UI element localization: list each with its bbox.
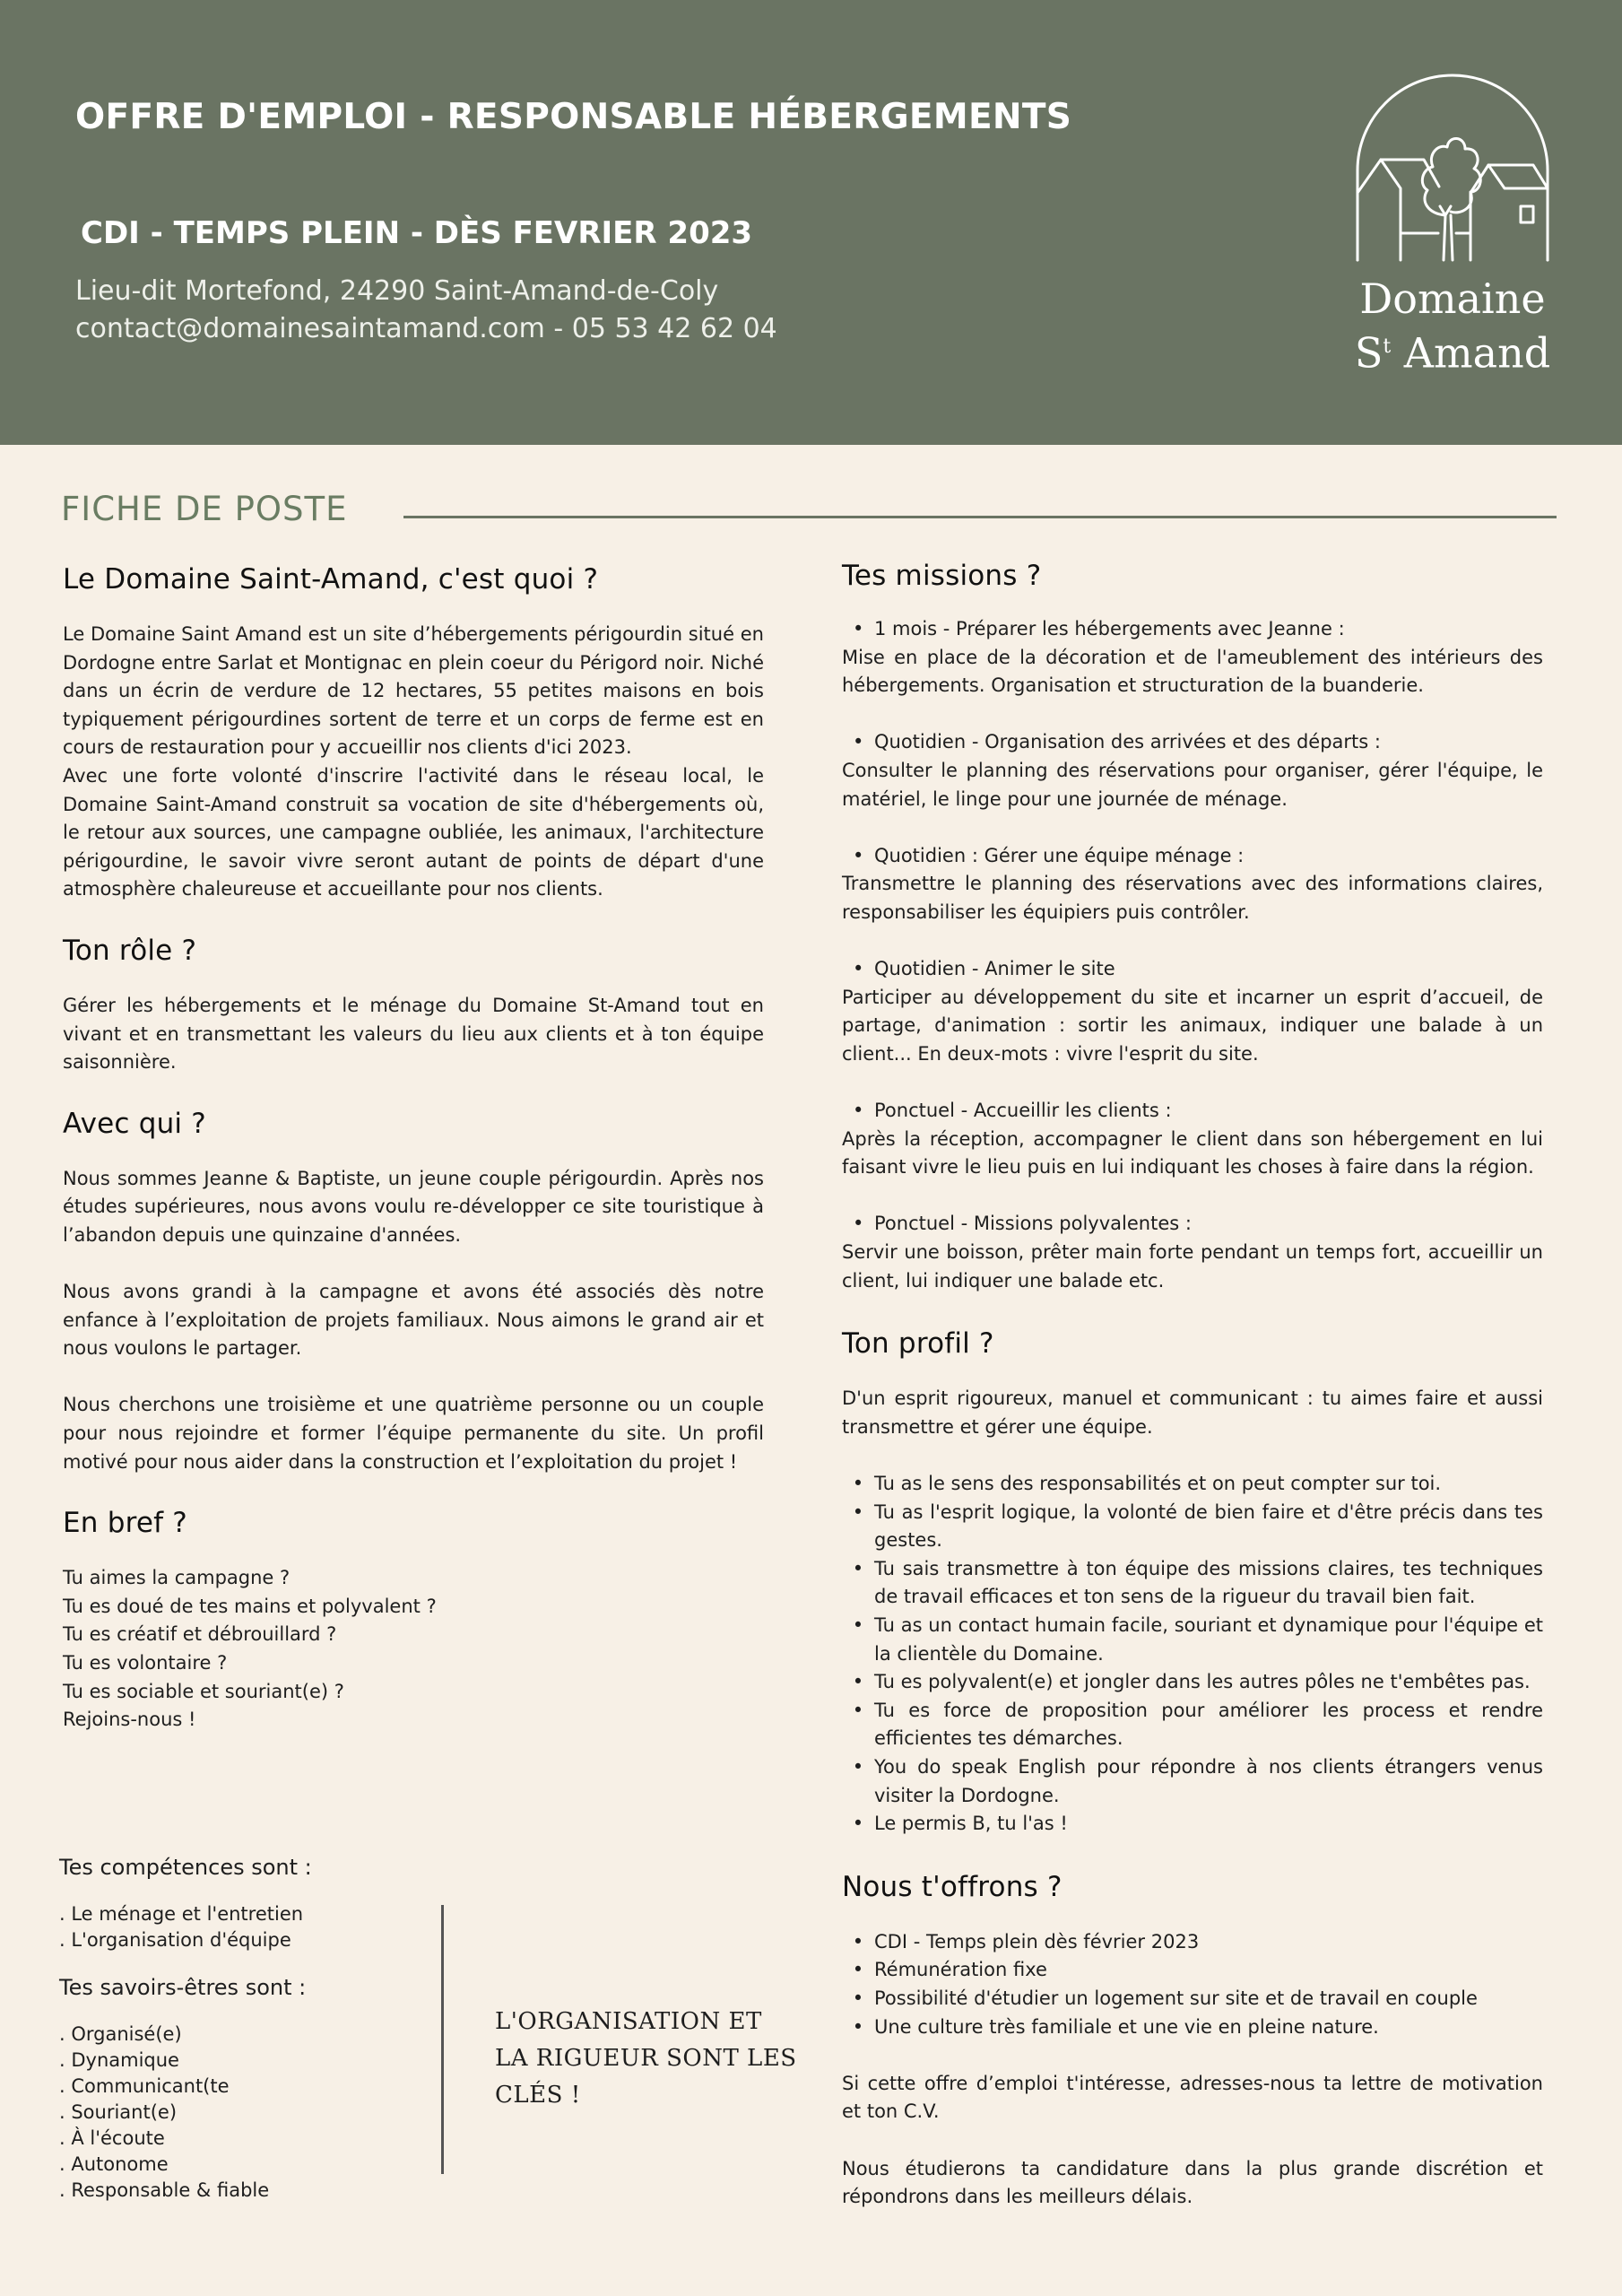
offer-item	[842, 1985, 1543, 2013]
who-title: Avec qui ?	[63, 1107, 206, 1140]
profile-item-text: You do speak English pour répondre à nos clients étrangers venus visiter la Dordogne.	[874, 1755, 1543, 1806]
soft-skill-item: . Dynamique	[59, 2049, 179, 2071]
profile-item-text: Tu as le sens des responsabilités et on peut compter sur toi.	[874, 1473, 1442, 1495]
who-paragraph-1: Nous sommes Jeanne & Baptiste, un jeune couple périgourdin. Après nos études supérieures, nous avons voulu re-développer ce site touristique à l’abandon depuis une quinzaine d'années.	[63, 1167, 764, 1246]
mission-title: Quotidien - Organisation des arrivées et des départs :	[874, 731, 1381, 753]
who-paragraph-2: Nous avons grandi à la campagne et avons été associés dès notre enfance à l’exploitation de projets familiaux. Nous aimons le grand air et nous voulons le partager.	[63, 1281, 764, 1360]
mission-item	[842, 615, 1543, 700]
brief-line: Tu es créatif et débrouillard ?	[63, 1623, 337, 1646]
profile-item	[842, 1753, 1543, 1810]
offer-item	[842, 2013, 1543, 2042]
profile-item	[842, 1470, 1543, 1499]
bullet: •	[852, 1500, 864, 1523]
mission-title: Quotidien : Gérer une équipe ménage :	[874, 844, 1245, 866]
about-paragraph-2: Avec une forte volonté d'inscrire l'activité dans le réseau local, le Domaine Saint-Amand construit sa vocation de site d'hébergements où, le retour aux sources, une campagne oubliée, les animaux, l'architecture périgourdine, le savoir vivre seront autant de points de départ d'une atmosphère chaleureuse et accueillante pour nos clients.	[63, 764, 764, 900]
bullet: •	[852, 2015, 864, 2038]
mission-item	[842, 842, 1543, 927]
about-title: Le Domaine Saint-Amand, c'est quoi ?	[63, 563, 599, 596]
profile-item-text: Tu es force de proposition pour améliorer les process et rendre efficientes tes démarches.	[874, 1699, 1543, 1750]
brief-title: En bref ?	[63, 1507, 187, 1540]
quote: L'ORGANISATION ET LA RIGUEUR SONT LES CLÉS !	[495, 2008, 797, 2109]
contact-block	[75, 273, 777, 348]
bullet: •	[853, 958, 864, 980]
left-column	[63, 563, 764, 1735]
offer-item	[842, 1956, 1543, 1985]
soft-skill-item: . Responsable & fiable	[59, 2179, 270, 2201]
logo-line-1: Domaine	[1359, 274, 1546, 323]
section-title: FICHE DE POSTE	[61, 490, 348, 528]
mission-text: Transmettre le planning des réservations avec des informations claires, responsabiliser les équipiers puis contrôler.	[842, 873, 1543, 923]
bullet: •	[852, 1614, 864, 1636]
profile-item-text: Le permis B, tu l'as !	[874, 1813, 1068, 1835]
profile-intro: D'un esprit rigoureux, manuel et communicant : tu aimes faire et aussi transmettre et gérer une équipe.	[842, 1387, 1543, 1438]
mission-title: Ponctuel - Accueillir les clients :	[874, 1100, 1172, 1122]
profile-list	[842, 1470, 1543, 1839]
offer-item-text: Possibilité d'étudier un logement sur site et de travail en couple	[874, 1987, 1478, 2009]
soft-skills-list	[59, 2022, 436, 2204]
bullet: •	[852, 1473, 864, 1495]
brief-line: Tu es doué de tes mains et polyvalent ?	[63, 1595, 437, 1617]
logo-line-2-suffix: Amand	[1391, 328, 1551, 378]
profile-item	[842, 1810, 1543, 1839]
profile-item	[842, 1612, 1543, 1668]
mission-item	[842, 1210, 1543, 1295]
bullet: •	[852, 1930, 864, 1952]
profile-item-text: Tu as un contact humain facile, souriant et dynamique pour l'équipe et la clientèle du Domaine.	[874, 1614, 1543, 1665]
mission-text: Consulter le planning des réservations pour organiser, gérer l'équipe, le matériel, le linge pour une journée de ménage.	[842, 759, 1543, 810]
bullet: •	[853, 844, 864, 866]
logo-line-2	[1345, 323, 1560, 377]
offer-item-text: Une culture très familiale et une vie en pleine nature.	[874, 2015, 1379, 2038]
offer-list	[842, 1928, 1543, 2041]
skill-item: . Le ménage et l'entretien	[59, 1903, 304, 1925]
mission-title: 1 mois - Préparer les hébergements avec Jeanne :	[874, 618, 1345, 639]
vertical-divider	[441, 1905, 444, 2174]
mission-title: Quotidien - Animer le site	[874, 958, 1115, 980]
brief-line: Tu es sociable et souriant(e) ?	[63, 1680, 344, 1702]
profile-title: Ton profil ?	[842, 1327, 994, 1361]
bullet: •	[852, 1671, 864, 1693]
missions-title: Tes missions ?	[842, 560, 1042, 592]
bullet: •	[852, 1987, 864, 2009]
profile-item	[842, 1555, 1543, 1612]
mission-item	[842, 1097, 1543, 1182]
offer-item	[842, 1928, 1543, 1957]
soft-skill-item: . À l'écoute	[59, 2127, 165, 2149]
mission-text: Participer au développement du site et incarner un esprit d’accueil, de partage, d'animation : sortir les animaux, indiquer une balade à un client... En deux-mots : vivre l'esprit du site.	[842, 986, 1543, 1065]
contract-type: CDI - TEMPS PLEIN - DÈS FEVRIER 2023	[81, 215, 753, 251]
address: Lieu-dit Mortefond, 24290 Saint-Amand-de-Coly	[75, 275, 719, 307]
offer-item-text: CDI - Temps plein dès février 2023	[874, 1930, 1200, 1952]
mission-title: Ponctuel - Missions polyvalentes :	[874, 1213, 1192, 1235]
mission-text: Mise en place de la décoration et de l'ameublement des intérieurs des hébergements. Organisation et structuration de la buanderie.	[842, 646, 1543, 697]
bullet: •	[852, 1813, 864, 1835]
brief-line: Tu aimes la campagne ?	[63, 1567, 291, 1589]
soft-skill-item: . Souriant(e)	[59, 2101, 178, 2123]
bullet: •	[852, 1557, 864, 1579]
brief-list	[63, 1564, 764, 1735]
tree-houses-arch-icon	[1345, 72, 1560, 269]
bullet: •	[852, 1959, 864, 1981]
mission-item	[842, 728, 1543, 813]
role-title: Ton rôle ?	[63, 934, 197, 967]
skill-item: . L'organisation d'équipe	[59, 1929, 291, 1951]
job-title: OFFRE D'EMPLOI - RESPONSABLE HÉBERGEMENTS	[75, 97, 1072, 137]
offer-item-text: Rémunération fixe	[874, 1959, 1047, 1981]
bullet: •	[852, 1755, 864, 1778]
profile-item-text: Tu as l'esprit logique, la volonté de bien faire et d'être précis dans tes gestes.	[874, 1500, 1543, 1552]
soft-skill-item: . Autonome	[59, 2153, 169, 2175]
logo-line-2-prefix: S	[1354, 328, 1383, 378]
profile-item-text: Tu sais transmettre à ton équipe des missions claires, tes techniques de travail efficaces et ton sens de la rigueur du travail bien fait.	[874, 1557, 1543, 1608]
skills-list	[59, 1901, 436, 1953]
about-paragraph-1: Le Domaine Saint Amand est un site d’hébergements périgourdin situé en Dordogne entre Sarlat et Montignac en plein coeur du Périgord noir. Niché dans un écrin de verdure de 12 hectares, 55 petites maisons en bois typiquement périgourdines sortent de terre et un corps de ferme est en cours de restauration pour y accueillir nos clients d'ici 2023.	[63, 623, 764, 759]
soft-skill-item: . Organisé(e)	[59, 2023, 182, 2045]
logo-wordmark	[1345, 274, 1560, 377]
profile-item	[842, 1499, 1543, 1555]
mission-item	[842, 955, 1543, 1068]
bullet: •	[853, 1100, 864, 1122]
profile-item	[842, 1668, 1543, 1697]
role-paragraph: Gérer les hébergements et le ménage du Domaine St-Amand tout en vivant et en transmettant les valeurs du lieu aux clients et à ton équipe saisonnière.	[63, 994, 764, 1074]
profile-item	[842, 1697, 1543, 1753]
soft-skill-item: . Communicant(te	[59, 2075, 230, 2097]
brief-line: Tu es volontaire ?	[63, 1652, 228, 1674]
header-banner	[0, 0, 1622, 445]
mission-text: Servir une boisson, prêter main forte pendant un temps fort, accueillir un client, lui indiquer une balade etc.	[842, 1241, 1543, 1292]
brief-line: Rejoins-nous !	[63, 1709, 196, 1731]
skills-block	[59, 1855, 436, 2204]
offer-title: Nous t'offrons ?	[842, 1870, 1063, 1903]
section-divider	[403, 516, 1557, 518]
bullet: •	[853, 1213, 864, 1235]
soft-skills-title: Tes savoirs-êtres sont :	[59, 1975, 307, 2000]
right-column	[842, 560, 1543, 2212]
closing-paragraph-1: Si cette offre d’emploi t'intéresse, adresses-nous ta lettre de motivation et ton C.V.	[842, 2072, 1543, 2123]
profile-item-text: Tu es polyvalent(e) et jongler dans les autres pôles ne t'embêtes pas.	[874, 1671, 1531, 1693]
logo	[1345, 72, 1560, 381]
bullet: •	[853, 618, 864, 639]
bullet: •	[853, 731, 864, 753]
who-paragraph-3: Nous cherchons une troisième et une quatrième personne ou un couple pour nous rejoindre et former l’équipe permanente du site. Un profil motivé pour nous aider dans la construction et l’exploitation du projet !	[63, 1394, 764, 1473]
mission-text: Après la réception, accompagner le client dans son hébergement en lui faisant vivre le lieu puis en lui indiquant les choses à faire dans la région.	[842, 1127, 1543, 1178]
closing-paragraph-2: Nous étudierons ta candidature dans la plus grande discrétion et répondrons dans les meilleurs délais.	[842, 2157, 1543, 2208]
contact-line: contact@domainesaintamand.com - 05 53 42 62 04	[75, 313, 777, 344]
skills-title: Tes compétences sont :	[59, 1855, 312, 1880]
bullet: •	[852, 1699, 864, 1721]
logo-line-2-sup: t	[1383, 335, 1392, 358]
